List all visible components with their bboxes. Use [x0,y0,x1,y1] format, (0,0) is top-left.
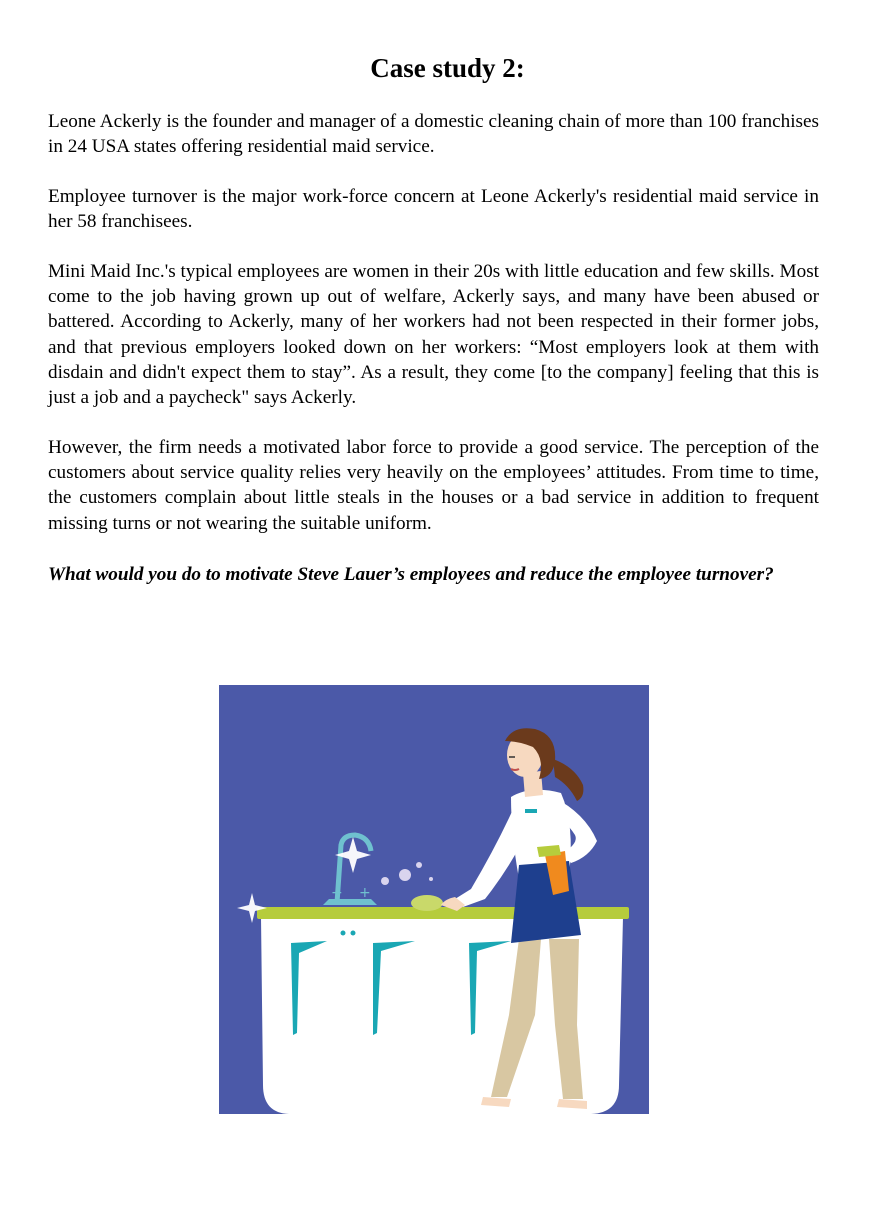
maid-illustration [219,685,649,1114]
page-title: Case study 2: [370,53,525,83]
svg-text:+: + [359,885,371,901]
paragraph-employees: Mini Maid Inc.'s typical employees are women in their 20s with little education and few skills. Most come to the job having grown up out of welfare, Ackerly says, and many have been abused or battered. According to Ackerly, many of her workers had not been respected in their former jobs, and that previous employers looked down on her workers: “Most employers look at them with disdain and didn't expect them to stay”. As a result, they come [to the company] feeling that this is just a job and a paycheck" says Ackerly. [48,261,819,409]
case-question: What would you do to motivate Steve Lauer’s employees and reduce the employee turnover? [48,564,774,585]
svg-text:+: + [331,885,343,901]
paragraph-intro: Leone Ackerly is the founder and manager of a domestic cleaning chain of more than 100 franchises in 24 USA states offering residential maid service. [48,111,819,158]
sponge [411,895,443,911]
paragraph-turnover: Employee turnover is the major work-force concern at Leone Ackerly's residential maid service in her 58 franchisees. [48,186,819,233]
paragraph-service: However, the firm needs a motivated labor force to provide a good service. The perception of the customers about service quality relies very heavily on the employees’ attitudes. From time to time, the customers complain about little steals in the houses or a bad service in addition to frequent missing turns or not wearing the suitable uniform. [48,437,819,534]
